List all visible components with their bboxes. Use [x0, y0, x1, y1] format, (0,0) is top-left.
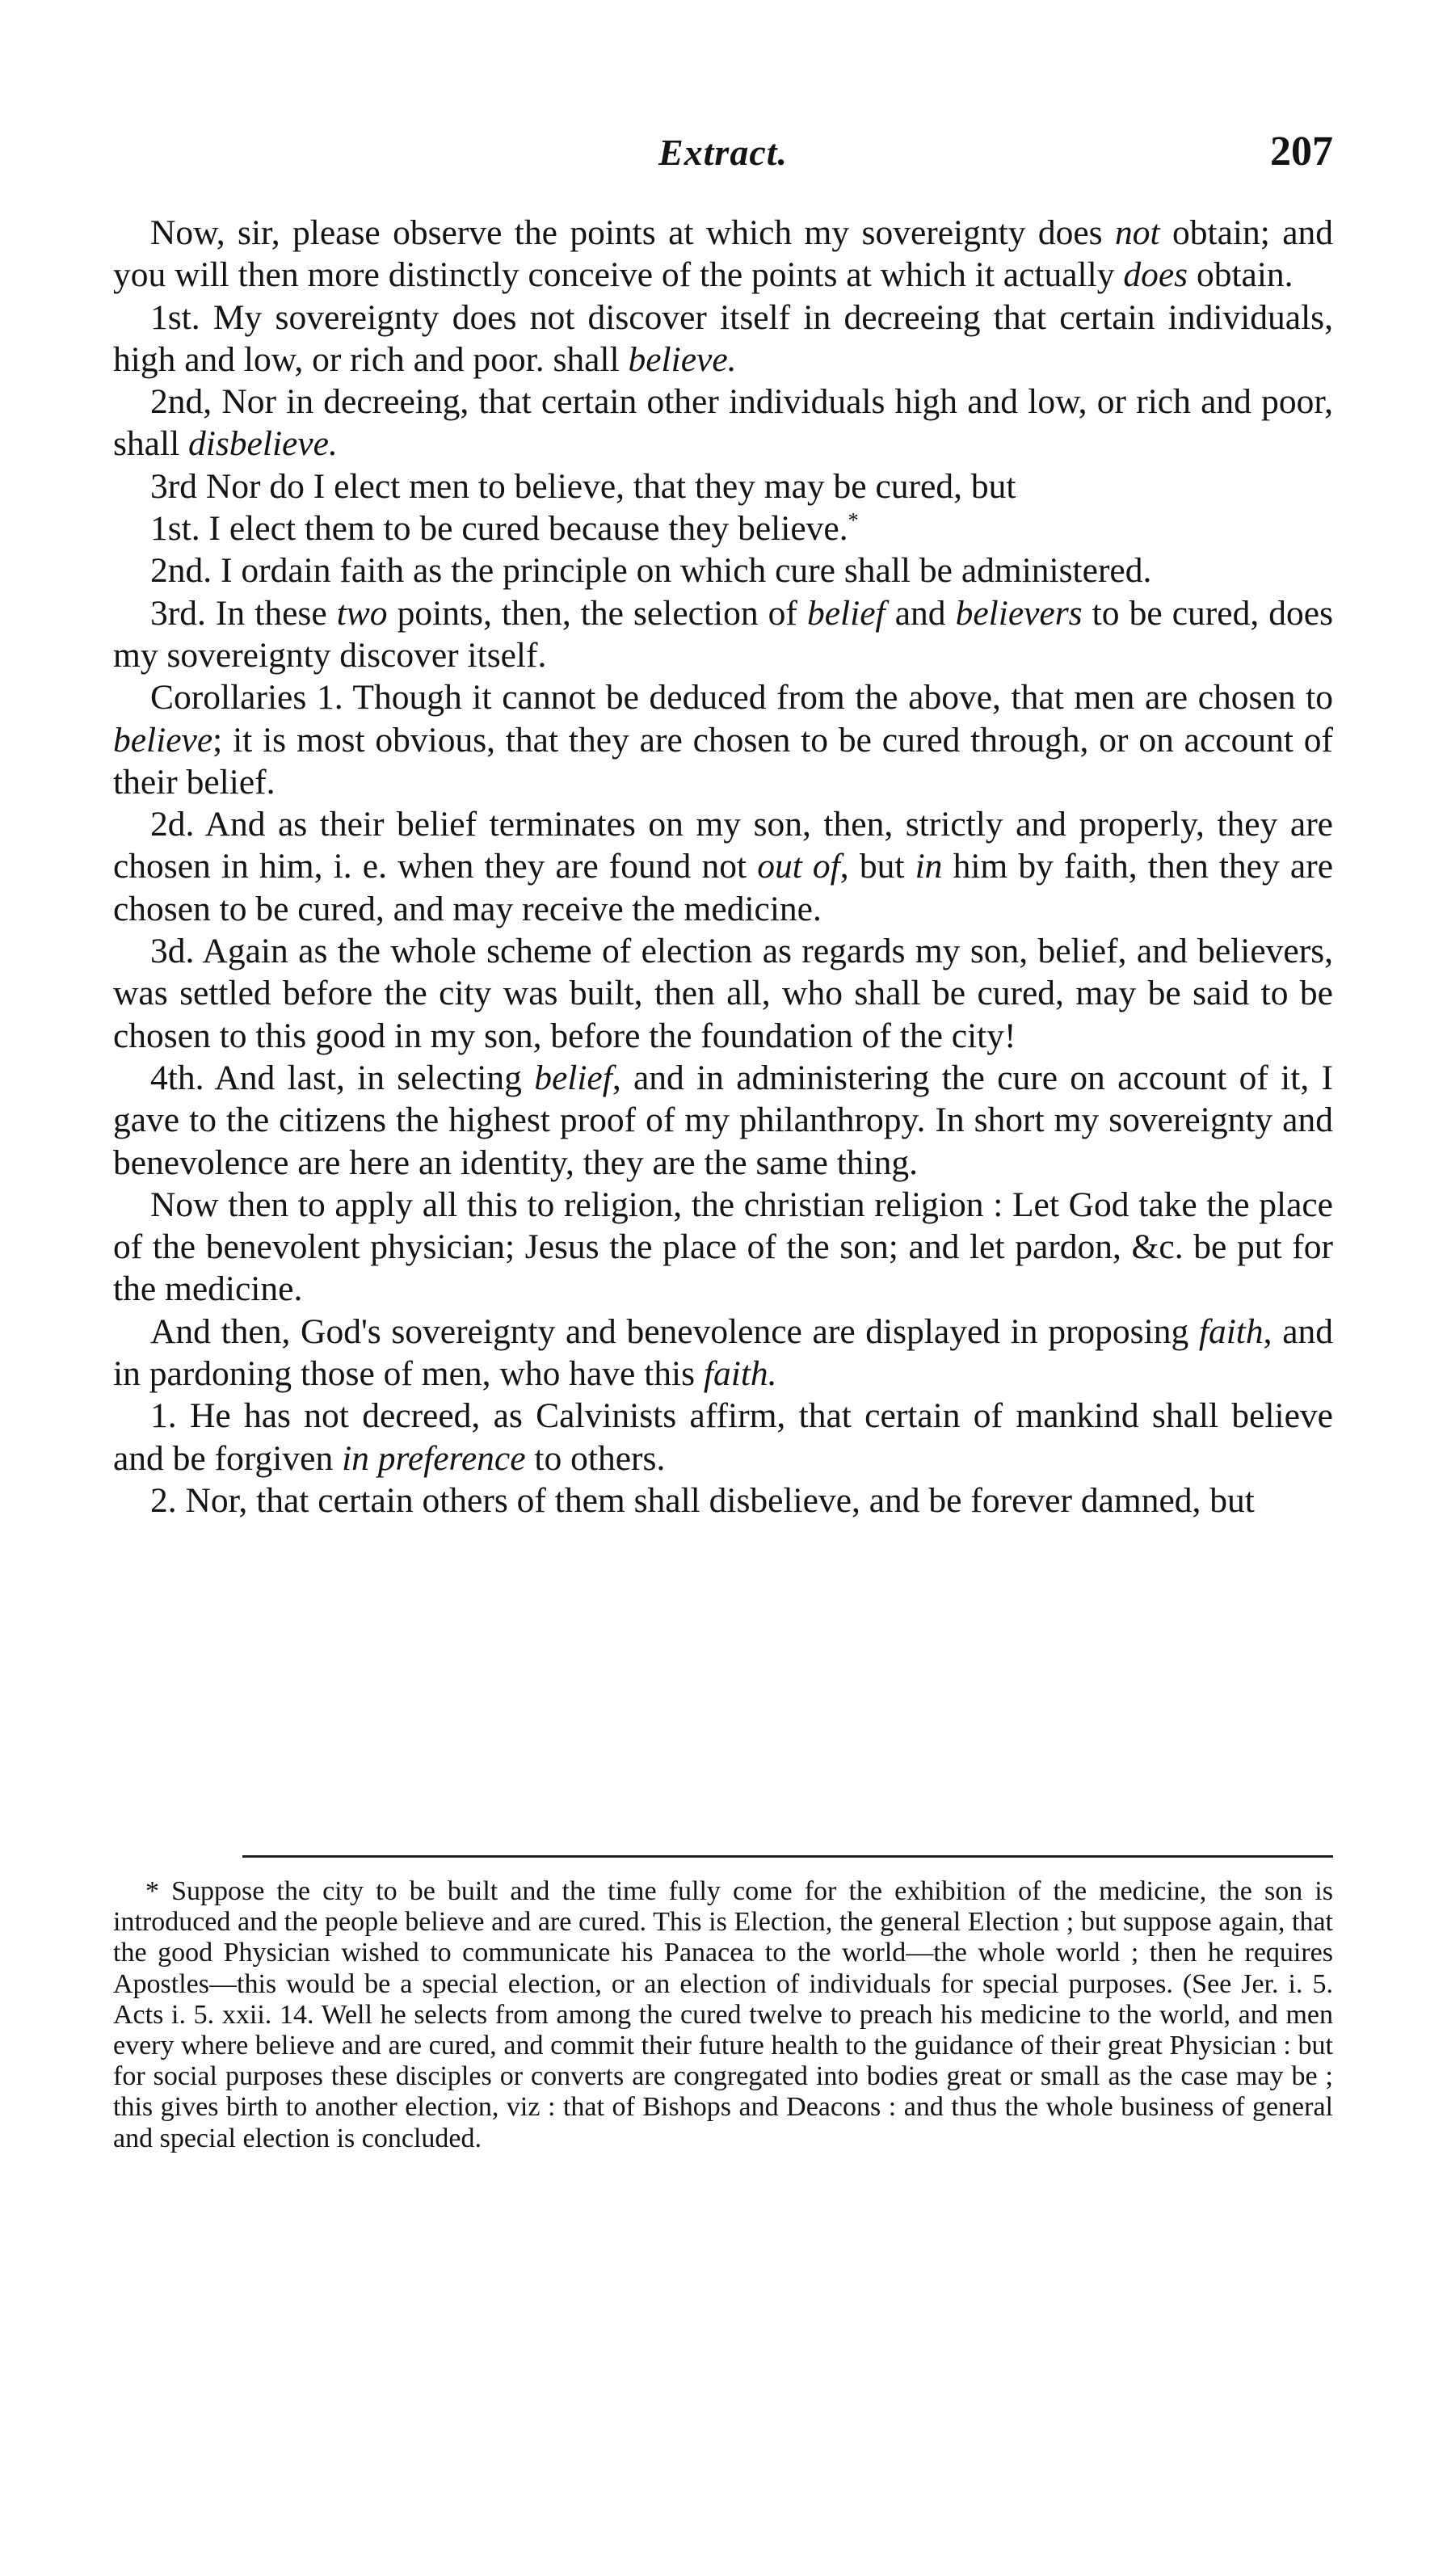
italic-text: believers	[955, 593, 1083, 633]
italic-text: believe	[113, 720, 213, 760]
italic-text: faith.	[703, 1354, 777, 1394]
footnote-reference: *	[848, 508, 859, 532]
paragraph	[113, 297, 1333, 381]
italic-text: out of	[757, 847, 840, 886]
text-run: Now, sir, please observe the points at which my sovereignty does	[150, 213, 1115, 252]
paragraph	[113, 1057, 1333, 1184]
text-run: obtain.	[1188, 255, 1293, 295]
text-run: ; it is most obvious, that they are chosen to be cured through, or on account of their belief.	[113, 720, 1333, 802]
main-text	[113, 212, 1333, 1522]
paragraph	[113, 212, 1333, 297]
text-run: , and in administering the cure on account of it, I gave to the citizens the highest proof of my philanthropy. In short my sovereignty and benevolence are here an identity, they are the same thing.	[113, 1058, 1334, 1182]
paragraph	[113, 1395, 1333, 1480]
text-run: him by faith, then they are chosen to be cured, and may receive the medicine.	[113, 847, 1334, 928]
footnote-rule	[242, 1855, 1333, 1858]
text-run: 4th. And last, in selecting	[150, 1058, 535, 1097]
italic-text: in preference	[342, 1438, 526, 1478]
paragraph	[113, 676, 1333, 803]
footnote-text: * Suppose the city to be built and the time fully come for the exhibition of the medicine, the son is introduced and the people believe and are cured. This is Election, the general Election ; but suppose again, that the good Physician wished to communicate his Panacea to the world—the whole world ; then he requires Apostles—this would be a special election, or an election of individuals for special purposes. (See Jer. i. 5. Acts i. 5. xxii. 14. Well he selects from among the cured twelve to preach his medicine to the world, and men every where believe and are cured, and commit their future health to the guidance of their great Physician : but for social purposes these disciples or converts are congregated into bodies great or small as the case may be ; this gives birth to another election, viz : that of Bishops and Deacons : and thus the whole business of general and special election is concluded.	[113, 1876, 1333, 2153]
paragraph	[113, 507, 1333, 549]
text-run: and	[885, 593, 956, 633]
text-run: And then, God's sovereignty and benevolence are displayed in proposing	[150, 1311, 1199, 1351]
text-run: Corollaries 1. Though it cannot be deduced from the above, that men are chosen to	[150, 678, 1333, 718]
paragraph: Now then to apply all this to religion, the christian religion : Let God take the place of the benevolent physician; Jesus the place of the son; and let pardon, &c. be put for the medicine.	[113, 1185, 1333, 1309]
paragraph	[113, 1311, 1333, 1395]
page-number: 207	[1270, 128, 1333, 175]
running-title: Extract.	[658, 132, 789, 173]
page-header	[113, 128, 1333, 187]
text-run: points, then, the selection of	[387, 593, 807, 633]
text-run: , but	[839, 847, 915, 886]
italic-text: belief	[807, 593, 885, 633]
paragraph	[113, 381, 1333, 465]
text-run: , and in pardoning those of men, who have this	[113, 1311, 1333, 1394]
text-run: to be cured, does my sovereignty discover itself.	[113, 593, 1334, 675]
text-run: 2d. And as their belief terminates on my son, then, strictly and properly, they are chosen in him, i. e. when they are found not	[113, 805, 1333, 886]
italic-text: belief	[534, 1058, 612, 1097]
italic-text: two	[336, 593, 388, 633]
italic-text: in	[915, 847, 943, 886]
italic-text: does	[1123, 255, 1188, 295]
italic-text: believe.	[628, 339, 737, 379]
italic-text: not	[1115, 213, 1160, 252]
text-run: 2nd, Nor in decreeing, that certain other individuals high and low, or rich and poor, shall	[113, 382, 1333, 464]
text-run: 1. He has not decreed, as Calvinists affirm, that certain of mankind shall believe and be forgiven	[113, 1396, 1333, 1478]
text-run: 1st. I elect them to be cured because they believe.	[150, 509, 848, 549]
paragraph: 2nd. I ordain faith as the principle on which cure shall be administered.	[150, 551, 1152, 591]
paragraph	[113, 803, 1333, 930]
italic-text: faith	[1198, 1311, 1264, 1351]
paragraph: 2. Nor, that certain others of them shall disbelieve, and be forever damned, but	[150, 1480, 1255, 1520]
paragraph: 3d. Again as the whole scheme of election as regards my son, belief, and believers, was settled before the city was built, then all, who shall be cured, may be said to be chosen to this good in my son, before the foundation of the city!	[113, 932, 1333, 1055]
text-run: obtain; and you will then more distinctly conceive of the points at which it actually	[113, 213, 1333, 295]
paragraph: 3rd Nor do I elect men to believe, that they may be cured, but	[150, 466, 1016, 506]
text-run: 3rd. In these	[150, 593, 337, 633]
italic-text: disbelieve.	[188, 424, 338, 464]
paragraph	[113, 592, 1333, 677]
text-run: 1st. My sovereignty does not discover itself in decreeing that certain individuals, high and low, or rich and poor. shall	[113, 297, 1333, 379]
footnote	[113, 1876, 1333, 2154]
text-run: to others.	[525, 1438, 666, 1478]
